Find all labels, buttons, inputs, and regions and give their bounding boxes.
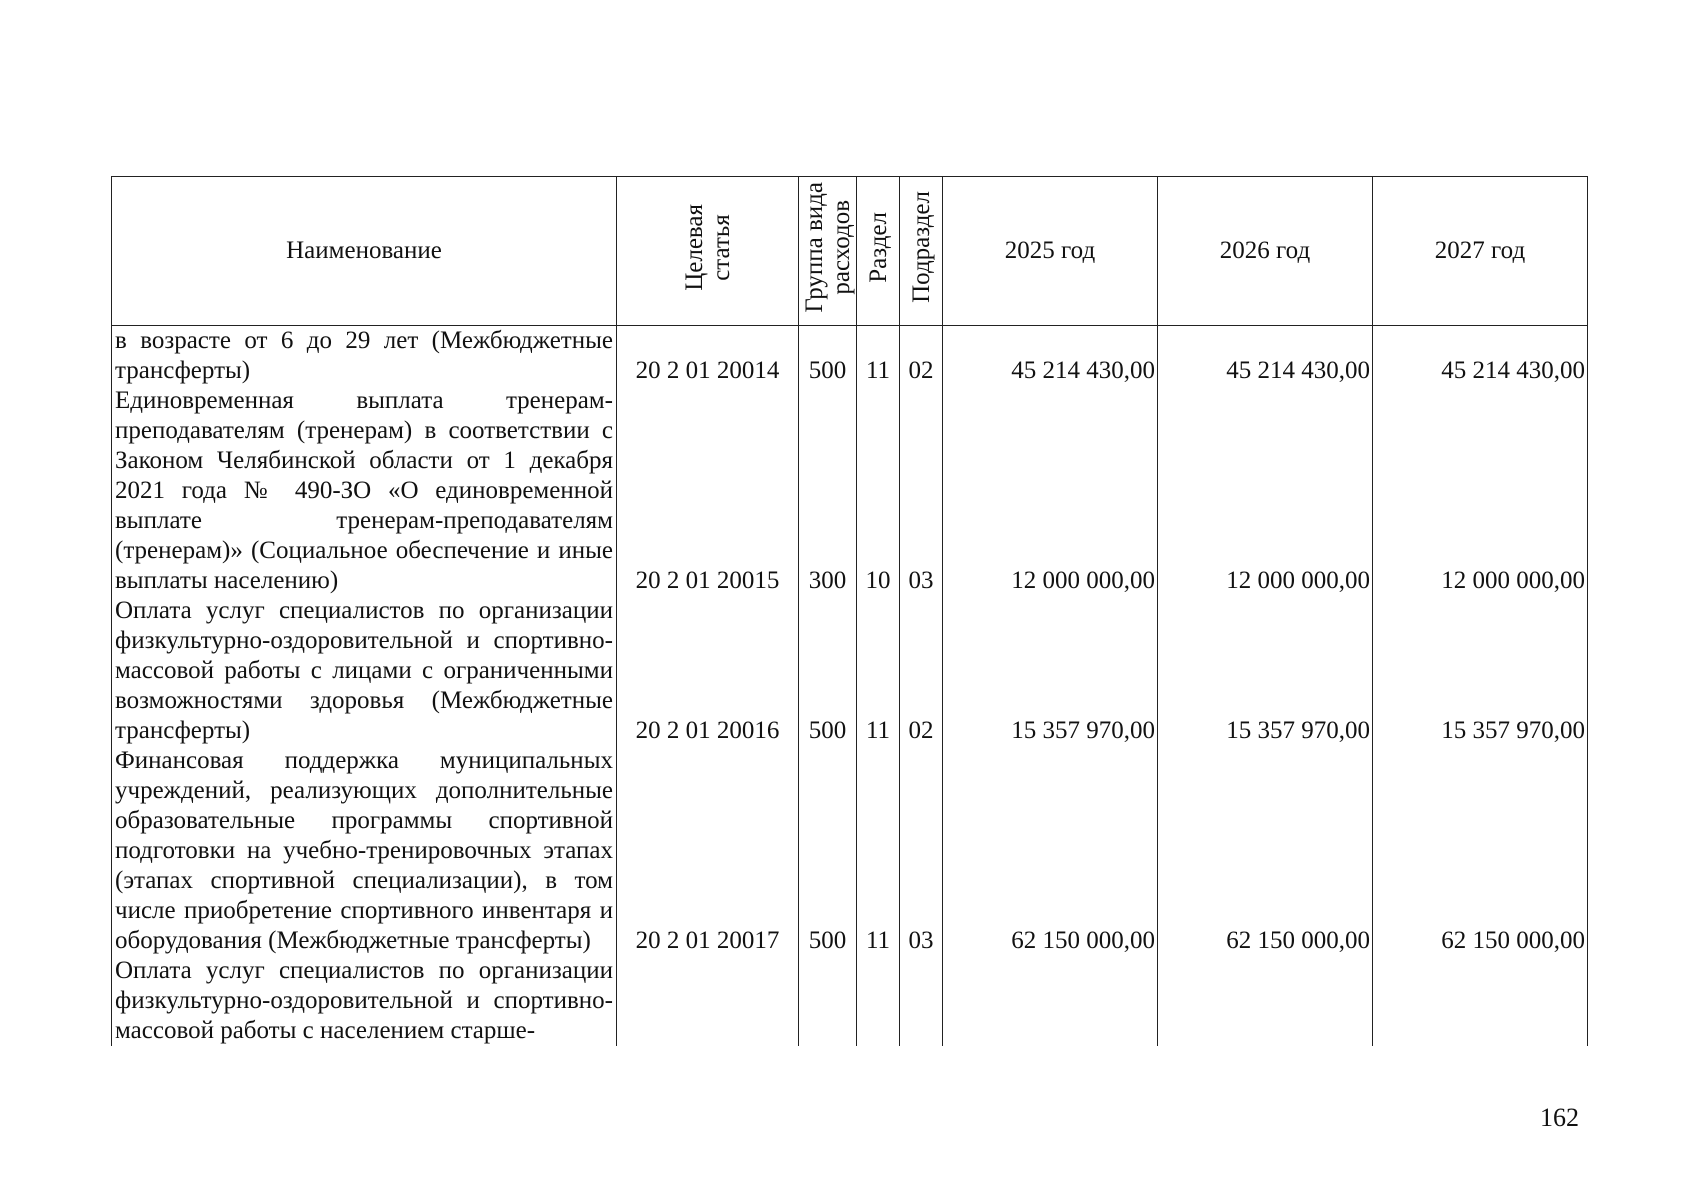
row-2025: 12 000 000,00 <box>943 386 1158 596</box>
row-group: 500 <box>799 746 857 956</box>
row-target: 20 2 01 20016 <box>617 596 799 746</box>
row-2027: 62 150 000,00 <box>1373 746 1588 956</box>
table-header-row <box>112 177 1588 326</box>
table-row <box>112 746 1588 956</box>
row-name: Единовременная выплата тренерам-преподавателям (тренерам) в соответствии с Законом Челябинской области от 1 декабря 2021 года № 490-ЗО «О единовременной выплате тренерам-преподавателям (тренерам)» (Социальное обеспечение и иные выплаты населению) <box>112 386 617 596</box>
row-section: 11 <box>857 326 900 387</box>
header-group: Группа вида расходов <box>799 177 857 326</box>
row-2025: 15 357 970,00 <box>943 596 1158 746</box>
table-row <box>112 596 1588 746</box>
row-group: 500 <box>799 326 857 387</box>
row-2025: 45 214 430,00 <box>943 326 1158 387</box>
table-row <box>112 386 1588 596</box>
row-2026: 15 357 970,00 <box>1158 596 1373 746</box>
row-2026: 62 150 000,00 <box>1158 746 1373 956</box>
row-subsection: 02 <box>900 596 943 746</box>
row-section: 11 <box>857 596 900 746</box>
row-subsection <box>900 956 943 1046</box>
row-target: 20 2 01 20015 <box>617 386 799 596</box>
row-2027: 45 214 430,00 <box>1373 326 1588 387</box>
page-number: 162 <box>1540 1103 1579 1132</box>
row-target: 20 2 01 20014 <box>617 326 799 387</box>
header-subsection: Подраздел <box>900 177 943 326</box>
header-section: Раздел <box>857 177 900 326</box>
row-section <box>857 956 900 1046</box>
row-target <box>617 956 799 1046</box>
row-subsection: 03 <box>900 386 943 596</box>
budget-table <box>111 176 1588 1046</box>
row-name: Оплата услуг специалистов по организации физкультурно-оздоровительной и спортивно-массовой работы с лицами с ограниченными возможностями здоровья (Межбюджетные трансферты) <box>112 596 617 746</box>
row-2025 <box>943 956 1158 1046</box>
row-section: 10 <box>857 386 900 596</box>
header-2025: 2025 год <box>943 177 1158 326</box>
header-name: Наименование <box>112 177 617 326</box>
row-subsection: 02 <box>900 326 943 387</box>
header-target: Целевая статья <box>617 177 799 326</box>
row-group: 300 <box>799 386 857 596</box>
table-row <box>112 956 1588 1046</box>
row-2027 <box>1373 956 1588 1046</box>
row-2025: 62 150 000,00 <box>943 746 1158 956</box>
row-2027: 12 000 000,00 <box>1373 386 1588 596</box>
row-name: в возрасте от 6 до 29 лет (Межбюджетные трансферты) <box>112 326 617 387</box>
row-group: 500 <box>799 596 857 746</box>
row-2026 <box>1158 956 1373 1046</box>
row-2026: 12 000 000,00 <box>1158 386 1373 596</box>
row-group <box>799 956 857 1046</box>
header-2027: 2027 год <box>1373 177 1588 326</box>
table-row <box>112 326 1588 387</box>
row-2026: 45 214 430,00 <box>1158 326 1373 387</box>
header-2026: 2026 год <box>1158 177 1373 326</box>
row-name: Финансовая поддержка муниципальных учреждений, реализующих дополнительные образовательные программы спортивной подготовки на учебно-тренировочных этапах (этапах спортивной специализации), в том числе приобретение спортивного инвентаря и оборудования (Межбюджетные трансферты) <box>112 746 617 956</box>
row-target: 20 2 01 20017 <box>617 746 799 956</box>
row-subsection: 03 <box>900 746 943 956</box>
row-section: 11 <box>857 746 900 956</box>
row-2027: 15 357 970,00 <box>1373 596 1588 746</box>
row-name: Оплата услуг специалистов по организации физкультурно-оздоровительной и спортивно-массовой работы с населением старше- <box>112 956 617 1046</box>
